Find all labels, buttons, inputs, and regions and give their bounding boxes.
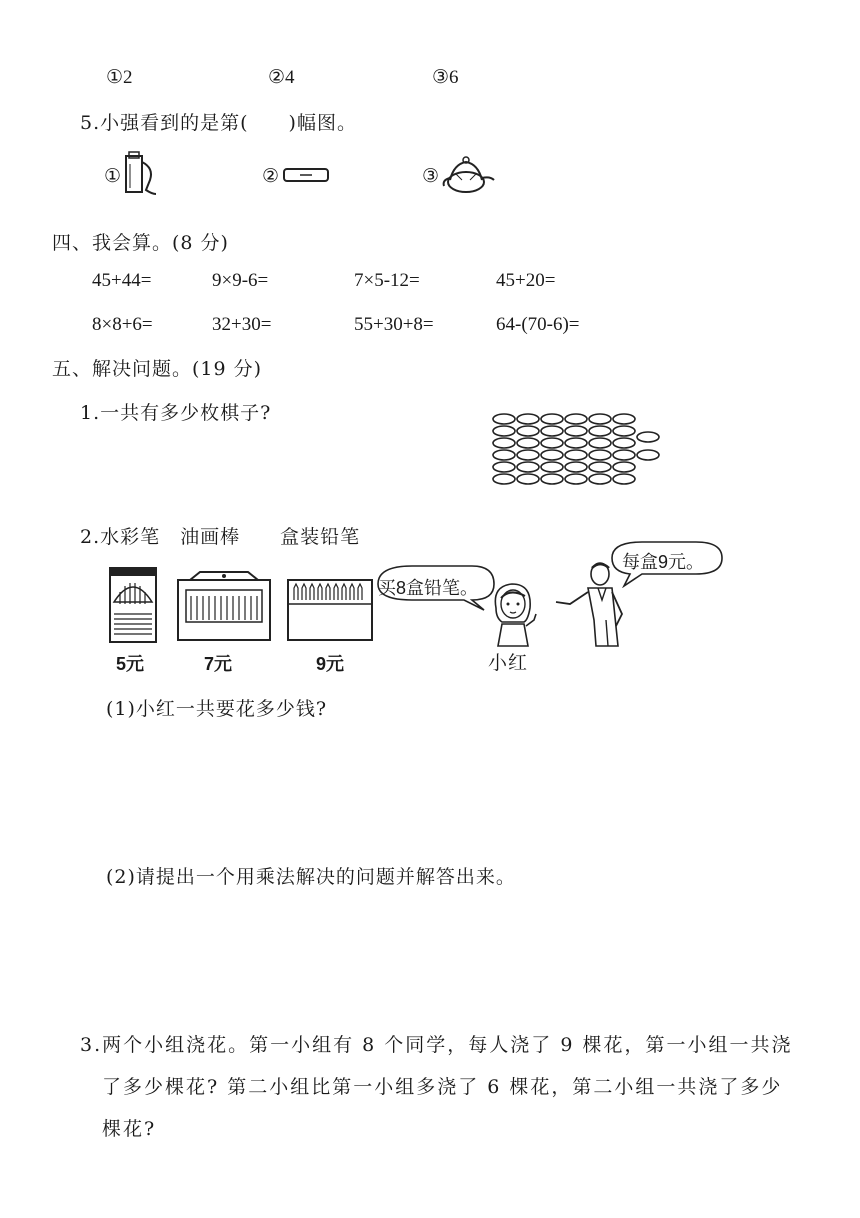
q5-option-3-label: ③: [422, 166, 440, 187]
calc-2: 9×9-6=: [212, 270, 269, 291]
calc-3: 7×5-12=: [354, 270, 420, 291]
section-5-heading: 五、解决问题。(19 分): [52, 358, 263, 380]
boxed-pencils: [286, 578, 374, 642]
problem-2-items: 2.水彩笔 油画棒 盒装铅笔: [80, 526, 361, 548]
problem-3-line-2: 了多少棵花? 第二小组比第一小组多浇了 6 棵花，第二小组一共浇了多少: [102, 1076, 783, 1098]
cup-side-figure: [120, 150, 160, 198]
girl-figure: [484, 580, 544, 650]
man-figure: [552, 560, 642, 648]
problem-2-sub-2: (2)请提出一个用乘法解决的问题并解答出来。: [106, 866, 516, 888]
calc-5: 8×8+6=: [92, 314, 153, 335]
price-watercolor: 5元: [116, 654, 145, 674]
oil-pastel-box: [176, 570, 272, 642]
calc-1: 45+44=: [92, 270, 152, 291]
problem-1: 1.一共有多少枚棋子?: [80, 402, 272, 424]
question-5: 5.小强看到的是第( )幅图。: [80, 112, 357, 134]
calc-4: 45+20=: [496, 270, 556, 291]
girl-speech-text: 买8盒铅笔。: [378, 578, 479, 598]
option-3: ③6: [432, 67, 459, 88]
q5-option-1-label: ①: [104, 166, 122, 187]
price-oil-pastel: 7元: [204, 654, 233, 674]
option-2: ②4: [268, 67, 295, 88]
watercolor-pen-box: [108, 566, 158, 644]
option-1: ①2: [106, 67, 133, 88]
calc-6: 32+30=: [212, 314, 272, 335]
girl-name: 小红: [488, 652, 529, 674]
problem-3-line-3: 棵花?: [102, 1118, 157, 1140]
price-pencils: 9元: [316, 654, 345, 674]
problem-2-sub-1: (1)小红一共要花多少钱?: [106, 698, 328, 720]
man-speech-text: 每盒9元。: [622, 552, 705, 572]
problem-3-line-1: 3.两个小组浇花。第一小组有 8 个同学，每人浇了 9 棵花，第一小组一共浇: [80, 1034, 793, 1056]
chess-pieces-figure: [490, 412, 670, 490]
calc-8: 64-(70-6)=: [496, 314, 580, 335]
teapot-figure: [440, 152, 496, 196]
calc-7: 55+30+8=: [354, 314, 434, 335]
q5-option-2-label: ②: [262, 166, 280, 187]
flat-bar-figure: [282, 165, 332, 185]
section-4-heading: 四、我会算。(8 分): [52, 232, 229, 254]
